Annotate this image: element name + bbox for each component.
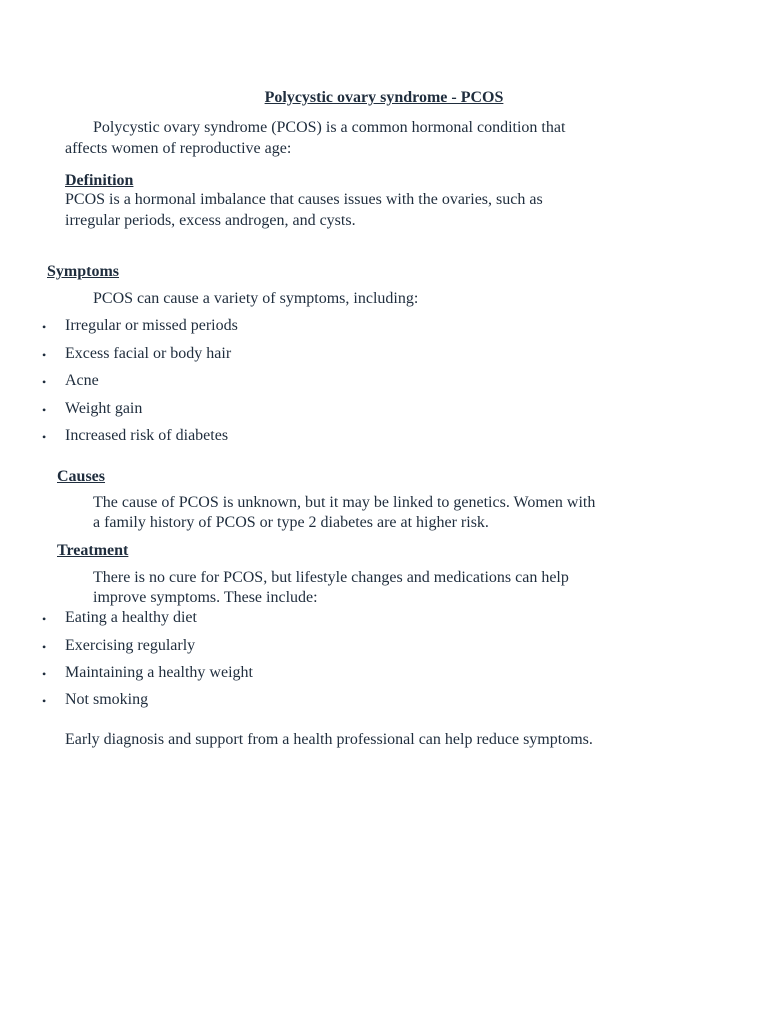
definition-line-2: irregular periods, excess androgen, and cysts. (65, 212, 356, 229)
bullet-icon: • (42, 375, 47, 389)
list-item-text: Excess facial or body hair (65, 345, 232, 362)
causes-line-1: The cause of PCOS is unknown, but it may be linked to genetics. Women with (93, 494, 596, 511)
treatment-heading: Treatment (57, 542, 129, 559)
symptoms-heading: Symptoms (47, 263, 120, 280)
intro-line-2: affects women of reproductive age: (65, 140, 292, 157)
intro-line-1: Polycystic ovary syndrome (PCOS) is a common hormonal condition that (93, 119, 566, 136)
bullet-icon: • (42, 348, 47, 362)
list-item-text: Weight gain (65, 400, 143, 417)
definition-line-1: PCOS is a hormonal imbalance that causes issues with the ovaries, such as (65, 191, 543, 208)
list-item-text: Maintaining a healthy weight (65, 664, 253, 681)
bullet-icon: • (42, 612, 47, 626)
definition-heading: Definition (65, 172, 134, 189)
treatment-line-2: improve symptoms. These include: (93, 589, 318, 606)
bullet-icon: • (42, 320, 47, 334)
symptoms-intro: PCOS can cause a variety of symptoms, including: (93, 290, 419, 307)
bullet-icon: • (42, 430, 47, 444)
causes-line-2: a family history of PCOS or type 2 diabetes are at higher risk. (93, 514, 489, 531)
bullet-icon: • (42, 694, 47, 708)
page-title: Polycystic ovary syndrome - PCOS (264, 89, 504, 106)
list-item-text: Acne (65, 372, 99, 389)
bullet-icon: • (42, 640, 47, 654)
closing-paragraph: Early diagnosis and support from a health professional can help reduce symptoms. (65, 731, 593, 748)
bullet-icon: • (42, 667, 47, 681)
causes-heading: Causes (57, 468, 106, 485)
bullet-icon: • (42, 403, 47, 417)
treatment-line-1: There is no cure for PCOS, but lifestyle changes and medications can help (93, 569, 569, 586)
list-item-text: Exercising regularly (65, 637, 196, 654)
list-item-text: Irregular or missed periods (65, 317, 238, 334)
list-item-text: Not smoking (65, 691, 149, 708)
list-item-text: Increased risk of diabetes (65, 427, 229, 444)
list-item-text: Eating a healthy diet (65, 609, 197, 626)
